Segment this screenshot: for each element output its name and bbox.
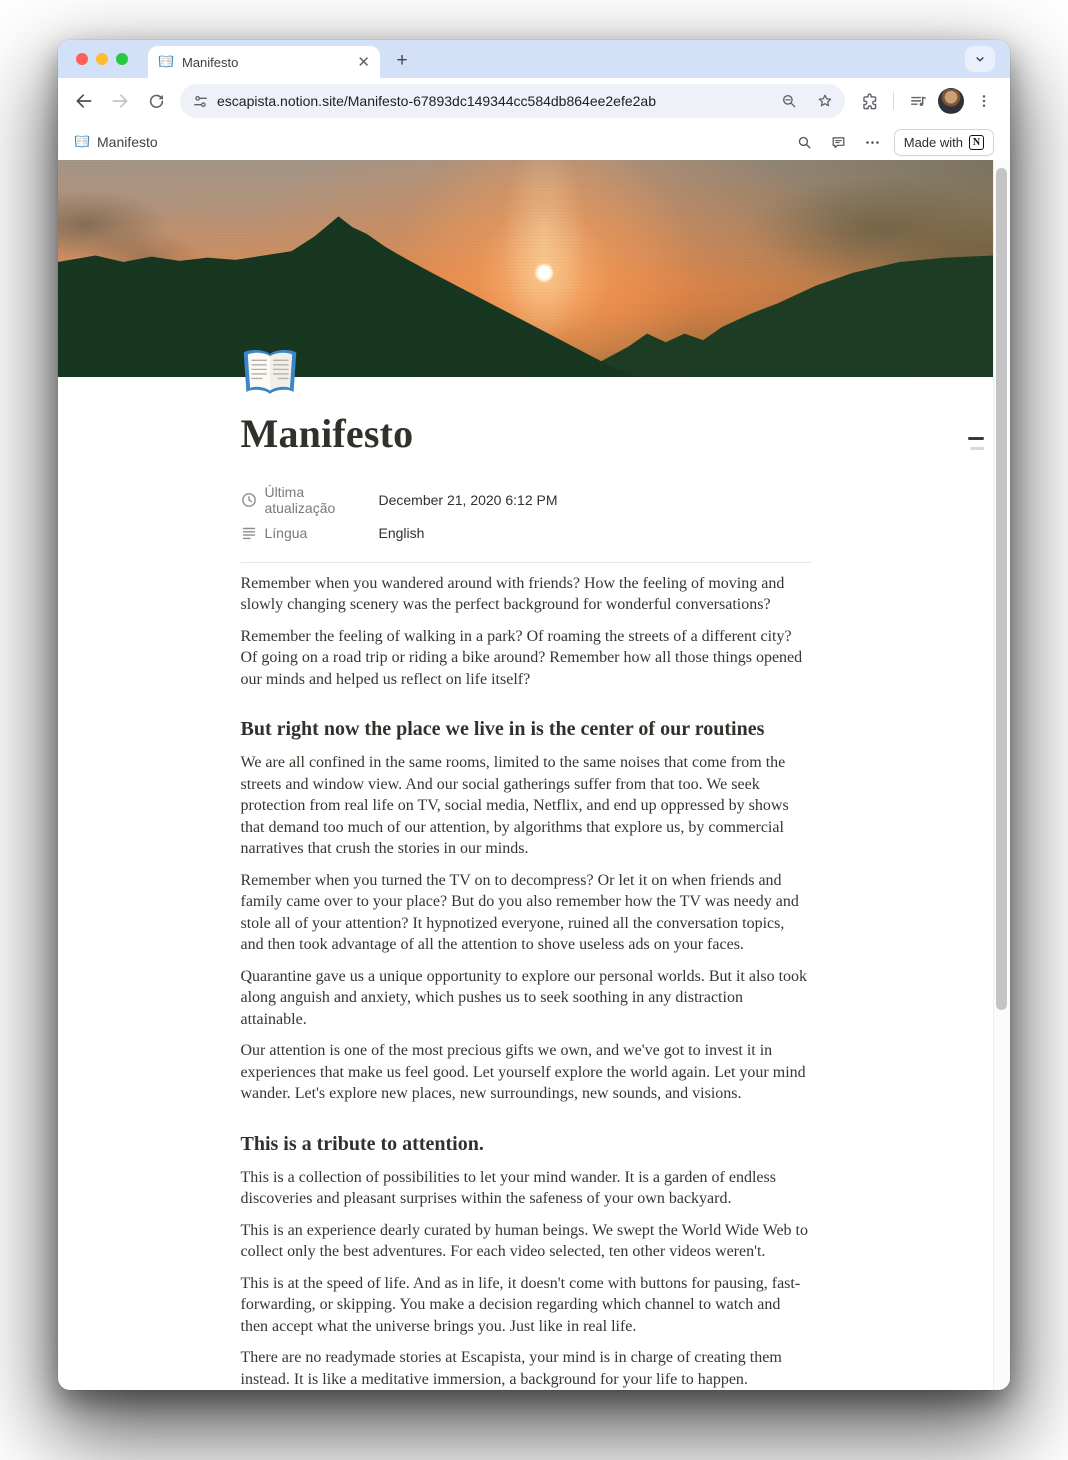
- puzzle-icon: [860, 92, 879, 111]
- extensions-button[interactable]: [853, 85, 885, 117]
- property-label: Última atualização: [264, 483, 336, 516]
- forward-arrow-icon: [110, 91, 130, 111]
- tab-strip: [58, 40, 1010, 78]
- heading-center-of-routines: But right now the place we live in is the center of our routines: [240, 718, 765, 741]
- minimize-window-button[interactable]: [96, 53, 108, 65]
- page-icon-open-book[interactable]: [241, 347, 299, 401]
- star-icon: [816, 92, 834, 110]
- reload-icon: [147, 92, 166, 111]
- browser-tab-manifesto[interactable]: [148, 46, 380, 78]
- toolbar-divider: [893, 92, 894, 110]
- media-playlist-icon: [909, 92, 928, 111]
- property-row-last-updated[interactable]: [241, 484, 811, 516]
- cover-grain-overlay: [58, 160, 993, 377]
- property-value: December 21, 2020 6:12 PM: [378, 491, 558, 508]
- comment-bubble-icon: [830, 134, 847, 151]
- three-dots-horizontal-icon: [864, 134, 881, 151]
- breadcrumb-title: Manifesto: [97, 134, 158, 150]
- clock-icon: [241, 492, 257, 508]
- browser-toolbar: [58, 78, 1010, 124]
- property-row-language[interactable]: [241, 518, 811, 548]
- paragraph: Quarantine gave us a unique opportunity to explore our personal worlds. But it also took along anguish and anxiety, which pushes us to seek soothing in any distraction attainable.: [240, 967, 808, 1028]
- chevron-down-icon: [973, 52, 987, 66]
- page-viewport: [58, 160, 1010, 1390]
- paragraph: We are all confined in the same rooms, limited to the same noises that come from the streets and window view. And our social gatherings suffer from that too. We seek protection from real life on TV, social media, Netflix, and end up oppressed by shows that demand too much of our attention, by algorithms that explore us, by commercial narratives that crush the stories in our minds.: [240, 754, 789, 858]
- scrollbar-track[interactable]: [993, 160, 1010, 1390]
- bookmark-button[interactable]: [811, 87, 839, 115]
- properties-divider: [241, 562, 811, 563]
- heading-tribute-to-attention: This is a tribute to attention.: [240, 1132, 484, 1155]
- media-controls-button[interactable]: [902, 85, 934, 117]
- toc-bar-heading-2[interactable]: [970, 447, 984, 450]
- profile-avatar[interactable]: [938, 88, 964, 114]
- site-settings-icon[interactable]: [192, 93, 209, 110]
- notion-topbar: [58, 124, 1010, 160]
- zoom-out-button[interactable]: [775, 87, 803, 115]
- notion-page: [58, 160, 993, 1390]
- text-lines-icon: [241, 525, 257, 541]
- paragraph: Remember when you wandered around with friends? How the feeling of moving and slowly changing scenery was the perfect background for wonderful conversations?: [240, 574, 785, 614]
- scrollbar-thumb[interactable]: [996, 168, 1007, 1010]
- tab-title: Manifesto: [182, 54, 239, 70]
- back-arrow-icon: [74, 91, 94, 111]
- breadcrumb[interactable]: [74, 134, 158, 150]
- search-icon: [796, 134, 813, 151]
- toc-bar-heading-1[interactable]: [968, 437, 984, 440]
- made-with-label: Made with: [903, 134, 963, 150]
- table-of-contents-indicator[interactable]: [968, 437, 984, 450]
- paragraph: Remember when you turned the TV on to decompress? Or let it on when friends and family came over to your place? But do you also remember how the TV was needy and stole all of your attention? It hypnotized everyone, ruined all the conversation topics, and then took advantage of all the attention to shove useless ads on your faces.: [240, 871, 799, 954]
- property-label: Língua: [264, 524, 308, 541]
- tab-close-icon[interactable]: ✕: [357, 53, 370, 71]
- page-title: Manifesto: [240, 411, 414, 456]
- paragraph: This is a collection of possibilities to let your mind wander. It is a garden of endless discoveries and pleasant surprises within the safeness of your own backyard.: [240, 1168, 776, 1208]
- page-properties: [241, 484, 811, 548]
- notion-comments-button[interactable]: [826, 129, 852, 155]
- zoom-out-icon: [780, 92, 798, 110]
- forward-button[interactable]: [104, 85, 136, 117]
- address-bar[interactable]: [180, 84, 845, 118]
- breadcrumb-book-icon: [74, 135, 90, 149]
- cover-image-sunset-mountains: [58, 160, 993, 377]
- made-with-notion-button[interactable]: [894, 129, 994, 156]
- tab-favicon-book-icon: [158, 55, 174, 69]
- traffic-lights: [76, 40, 128, 78]
- paragraph: This is an experience dearly curated by human beings. We swept the World Wide Web to collect only the best adventures. For each video selected, ten other videos weren't.: [240, 1221, 808, 1261]
- back-button[interactable]: [68, 85, 100, 117]
- page-body: [241, 573, 811, 1390]
- three-dots-vertical-icon: [976, 93, 992, 109]
- paragraph: Remember the feeling of walking in a park? Of roaming the streets of a different city? Of going on a road trip or riding a bike around? Remember how all those things opened our minds and helped us reflect on life itself?: [240, 627, 803, 688]
- tab-search-button[interactable]: [965, 46, 995, 72]
- new-tab-button[interactable]: +: [396, 50, 408, 71]
- notion-search-button[interactable]: [792, 129, 818, 155]
- property-value: English: [378, 524, 425, 541]
- browser-menu-button[interactable]: [968, 85, 1000, 117]
- paragraph: This is at the speed of life. And as in life, it doesn't come with buttons for pausing, fast-forwarding, or skipping. You make a decision regarding which channel to watch and then accept what the universe brings you. Just like in real life.: [240, 1274, 801, 1335]
- browser-window: [58, 40, 1010, 1390]
- paragraph: Our attention is one of the most precious gifts we own, and we've got to invest it in experiences that make us feel good. Let yourself explore the world again. Let your mind wander. Let's explore new places, new surroundings, new sounds, and visions.: [240, 1042, 806, 1103]
- notion-logo-icon: N: [969, 135, 984, 150]
- paragraph: There are no readymade stories at Escapista, your mind is in charge of creating them instead. It is like a meditative immersion, a background for your life to happen.: [240, 1349, 782, 1388]
- url-text[interactable]: escapista.notion.site/Manifesto-67893dc149344cc584db864ee2efe2ab: [217, 93, 657, 109]
- notion-more-button[interactable]: [860, 129, 886, 155]
- zoom-window-button[interactable]: [116, 53, 128, 65]
- reload-button[interactable]: [140, 85, 172, 117]
- close-window-button[interactable]: [76, 53, 88, 65]
